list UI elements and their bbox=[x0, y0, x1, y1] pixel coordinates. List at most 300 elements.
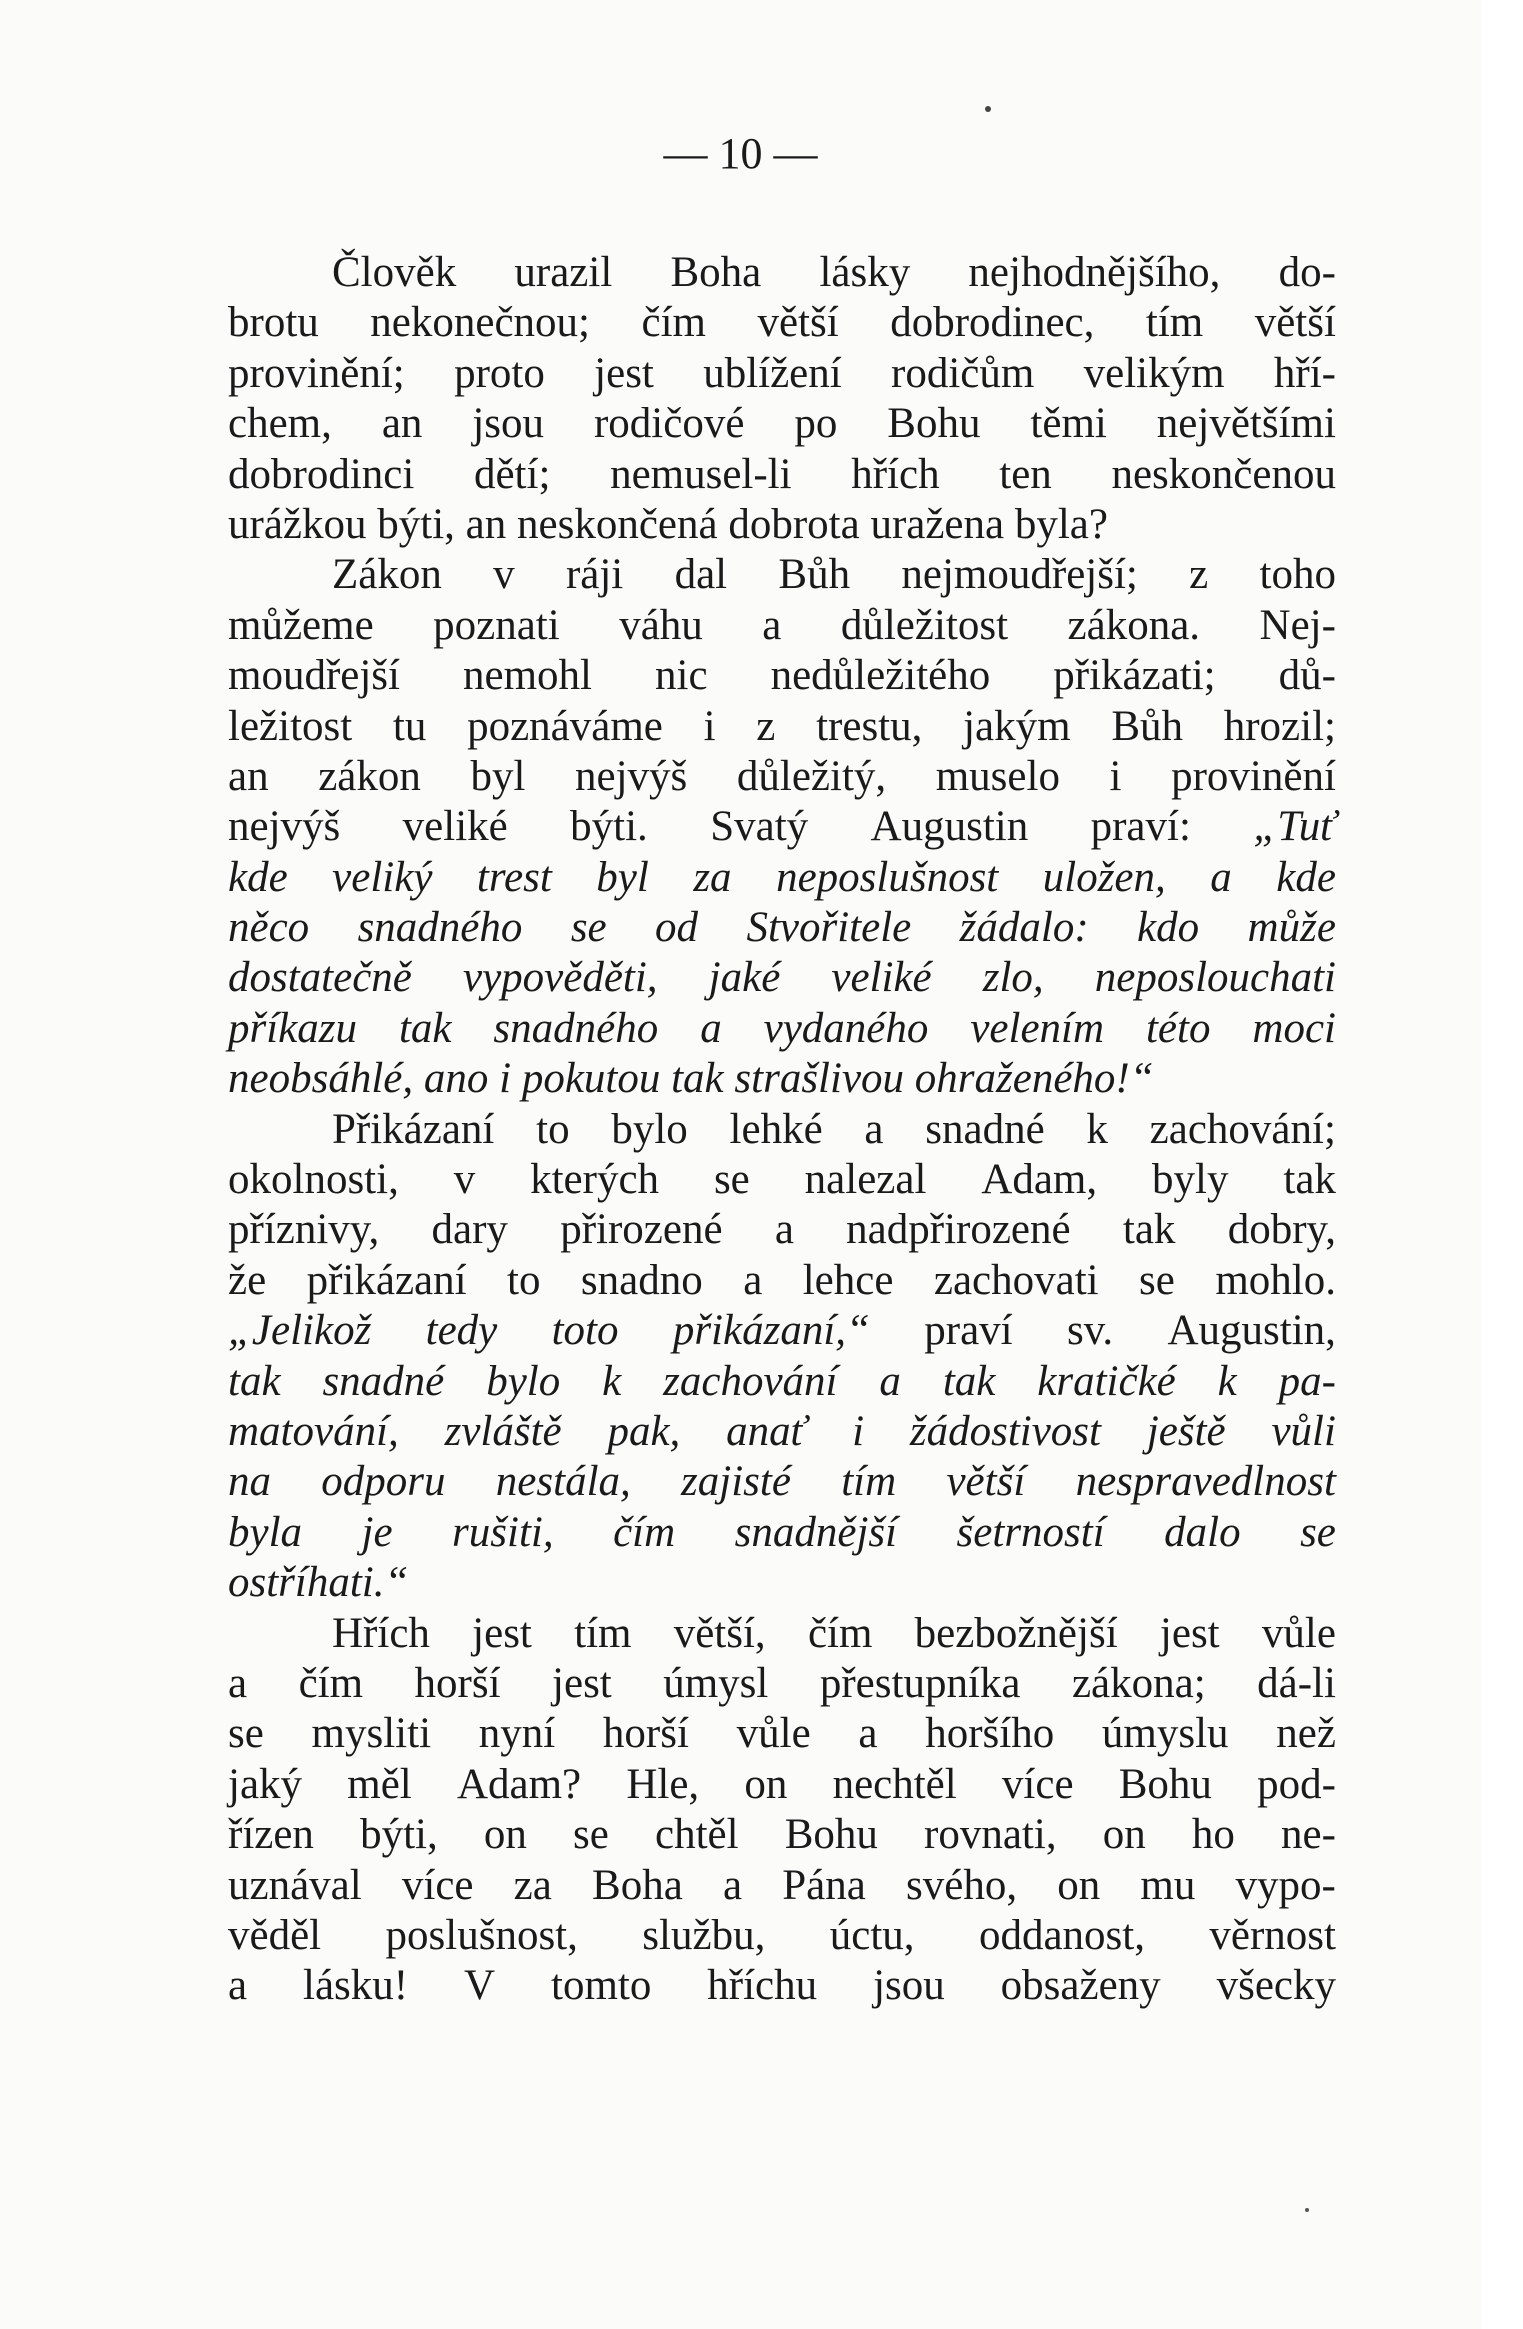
word: se bbox=[713, 1156, 750, 1204]
text-line bbox=[228, 349, 1336, 399]
word: vůle bbox=[736, 1710, 811, 1758]
word: zákona. bbox=[1067, 601, 1201, 649]
word: a bbox=[774, 1206, 794, 1254]
word: všecky bbox=[1216, 1962, 1336, 2010]
word: úctu, bbox=[829, 1911, 915, 1959]
word: ublížení bbox=[703, 349, 842, 397]
word: provinění; bbox=[228, 349, 405, 397]
word: bylo bbox=[611, 1105, 688, 1153]
word: to bbox=[507, 1256, 541, 1304]
word: nejvýš bbox=[228, 803, 341, 851]
page-number: — 10 — bbox=[663, 129, 818, 178]
word: ano bbox=[423, 1055, 500, 1103]
word: jest bbox=[552, 1659, 612, 1707]
word: nalezal bbox=[804, 1156, 927, 1204]
word: dostatečně bbox=[228, 954, 412, 1002]
word: Boha bbox=[670, 249, 762, 296]
word: urážkou bbox=[228, 500, 378, 548]
word: a bbox=[228, 1659, 248, 1707]
word: býti, bbox=[360, 1811, 438, 1859]
word: za bbox=[693, 853, 732, 901]
word: dá-li bbox=[1257, 1659, 1336, 1707]
text-line bbox=[228, 399, 1336, 449]
word: ho bbox=[1191, 1811, 1235, 1859]
word: a bbox=[879, 1357, 901, 1405]
text-line bbox=[228, 500, 1336, 550]
word: důležitost bbox=[840, 601, 1009, 649]
word: k bbox=[602, 1357, 622, 1405]
word: Hřích bbox=[332, 1609, 430, 1657]
word: nejvýš bbox=[575, 752, 688, 800]
word: rodičům bbox=[891, 349, 1035, 397]
text-line bbox=[228, 1306, 1336, 1356]
word: Stvořitele bbox=[746, 904, 912, 952]
word: větší bbox=[757, 299, 839, 347]
word: Adam, bbox=[981, 1156, 1098, 1204]
word: oddanost, bbox=[978, 1911, 1145, 1959]
word: z bbox=[1189, 551, 1209, 599]
word: proto bbox=[454, 349, 545, 397]
word: k bbox=[1217, 1357, 1237, 1405]
word: a bbox=[700, 1004, 722, 1052]
word: Přikázaní bbox=[332, 1105, 495, 1153]
text-line bbox=[228, 1558, 1336, 1608]
word: nespravedlnost bbox=[1075, 1458, 1336, 1506]
text-line bbox=[228, 1911, 1336, 1961]
text-line bbox=[228, 1054, 1336, 1104]
word: kdo bbox=[1137, 904, 1200, 952]
text-line bbox=[228, 1961, 1336, 2011]
word: i bbox=[1109, 752, 1122, 800]
word: přestupníka bbox=[819, 1659, 1021, 1707]
text-line bbox=[228, 903, 1336, 953]
word: můžeme bbox=[228, 601, 374, 649]
word: veliký bbox=[332, 853, 433, 901]
word: a bbox=[722, 1861, 743, 1909]
word: tak bbox=[1283, 1156, 1336, 1204]
word: hrozil; bbox=[1223, 702, 1336, 750]
word: něco bbox=[228, 904, 310, 952]
word: jest bbox=[1159, 1609, 1220, 1657]
word: jakým bbox=[963, 702, 1071, 750]
word: kde bbox=[228, 853, 288, 901]
word: vypověděti, bbox=[462, 954, 658, 1002]
word: Svatý bbox=[710, 803, 809, 851]
word: tím bbox=[574, 1609, 632, 1657]
word: an bbox=[228, 752, 269, 800]
word: a bbox=[228, 1962, 248, 2010]
word: svého, bbox=[906, 1861, 1018, 1909]
word: a bbox=[1210, 853, 1232, 901]
word: po bbox=[794, 400, 838, 448]
word: praví bbox=[924, 1307, 1013, 1355]
word: Boha bbox=[592, 1861, 683, 1909]
word: dobrodinec, bbox=[890, 299, 1095, 347]
word: dobrota bbox=[728, 500, 871, 548]
word: on bbox=[744, 1760, 788, 1808]
word: chem, bbox=[228, 400, 332, 448]
word: býti. bbox=[570, 803, 648, 851]
word: těmi bbox=[1030, 400, 1107, 448]
word: strašlivou bbox=[734, 1055, 915, 1103]
word: nic bbox=[655, 652, 708, 700]
word: poznáváme bbox=[467, 702, 663, 750]
word: věděl bbox=[228, 1911, 322, 1959]
word: za bbox=[513, 1861, 552, 1909]
text-line bbox=[228, 298, 1336, 348]
word: nemohl bbox=[463, 652, 592, 700]
word: ne- bbox=[1281, 1811, 1336, 1859]
word: Augustin bbox=[870, 803, 1029, 851]
word: Pána bbox=[782, 1861, 866, 1909]
word: provinění bbox=[1171, 752, 1336, 800]
word: a bbox=[864, 1105, 884, 1153]
word: váhu bbox=[619, 601, 703, 649]
word: zachování bbox=[663, 1357, 838, 1405]
word: matování, bbox=[228, 1407, 399, 1455]
word: jsou bbox=[472, 400, 545, 448]
word: Člověk bbox=[332, 249, 457, 296]
word: přikázaní bbox=[306, 1256, 467, 1304]
word: V bbox=[464, 1962, 496, 2010]
word: on bbox=[1057, 1861, 1101, 1909]
word: neposlouchati bbox=[1094, 954, 1336, 1002]
word: zákona; bbox=[1071, 1659, 1206, 1707]
word: snadné bbox=[322, 1357, 445, 1405]
word: trestu, bbox=[816, 702, 923, 750]
word: větší, bbox=[673, 1609, 766, 1657]
word: zachování; bbox=[1149, 1105, 1336, 1153]
word: žádalo: bbox=[959, 904, 1089, 952]
text-line bbox=[228, 1256, 1336, 1306]
word: této bbox=[1145, 1004, 1211, 1052]
word: nadpřirozené bbox=[846, 1206, 1071, 1254]
word: dalo bbox=[1164, 1508, 1241, 1556]
word: poslušnost, bbox=[385, 1911, 578, 1959]
word: pak, bbox=[607, 1407, 681, 1455]
word: veliké bbox=[831, 954, 932, 1002]
word: je bbox=[361, 1508, 393, 1556]
word: snadnější bbox=[734, 1508, 898, 1556]
word: „Tuť bbox=[1253, 803, 1336, 851]
word: bezbožnější bbox=[914, 1609, 1118, 1657]
text-line bbox=[228, 1155, 1336, 1205]
word: moudřejší bbox=[228, 652, 400, 700]
text-line bbox=[228, 1810, 1336, 1860]
word: lásky bbox=[819, 249, 911, 296]
word: neskončená bbox=[517, 500, 729, 548]
word: rovnati, bbox=[924, 1811, 1057, 1859]
word: snadného bbox=[357, 904, 523, 952]
word: to bbox=[536, 1105, 570, 1153]
word: vůli bbox=[1271, 1407, 1336, 1455]
word: on bbox=[483, 1811, 527, 1859]
text-line bbox=[228, 1105, 1336, 1155]
word: šetrností bbox=[956, 1508, 1105, 1556]
text-line bbox=[228, 1609, 1336, 1659]
word: uražena bbox=[870, 500, 1015, 548]
word: nestála, bbox=[495, 1458, 631, 1506]
word: nechtěl bbox=[832, 1760, 957, 1808]
word: zvláště bbox=[444, 1407, 562, 1455]
speck-mark bbox=[1305, 2208, 1309, 2212]
word: bylo bbox=[486, 1357, 561, 1405]
word: brotu bbox=[228, 299, 319, 347]
word: byl bbox=[596, 853, 649, 901]
word: poznati bbox=[433, 601, 560, 649]
text-line bbox=[228, 450, 1336, 500]
scan-margin bbox=[1481, 0, 1523, 2329]
word: tím bbox=[1145, 299, 1204, 347]
word: nekonečnou; bbox=[370, 299, 590, 347]
word: urazil bbox=[514, 249, 613, 296]
word: že bbox=[228, 1256, 267, 1304]
word: ohraženého!“ bbox=[914, 1055, 1154, 1103]
word: může bbox=[1247, 904, 1336, 952]
word: kterých bbox=[530, 1156, 660, 1204]
word: i bbox=[852, 1407, 865, 1455]
word: se bbox=[573, 1811, 609, 1859]
word: největšími bbox=[1156, 400, 1336, 448]
text-line bbox=[228, 853, 1336, 903]
word: toho bbox=[1259, 551, 1336, 599]
word: rodičové bbox=[593, 400, 745, 448]
word: jsou bbox=[873, 1962, 945, 2010]
word: nedůležitého bbox=[770, 652, 991, 700]
word: vydaného bbox=[763, 1004, 929, 1052]
word: dobry, bbox=[1227, 1206, 1336, 1254]
text-line bbox=[228, 1457, 1336, 1507]
word: přikázati; bbox=[1053, 652, 1216, 700]
text-line bbox=[228, 248, 1336, 298]
word: an bbox=[381, 400, 423, 448]
word: dů- bbox=[1278, 652, 1336, 700]
word: nejmoudřejší; bbox=[901, 551, 1138, 599]
word: odporu bbox=[321, 1458, 446, 1506]
word: větší bbox=[1254, 299, 1336, 347]
word: tak bbox=[1122, 1206, 1176, 1254]
word: více bbox=[401, 1861, 474, 1909]
word: tedy bbox=[425, 1307, 498, 1355]
word: horšího bbox=[925, 1710, 1055, 1758]
word: nyní bbox=[478, 1710, 556, 1758]
word: žádostivost bbox=[909, 1407, 1101, 1455]
word: mu bbox=[1140, 1861, 1196, 1909]
word: ležitost bbox=[228, 702, 353, 750]
word: a bbox=[762, 601, 782, 649]
word: tomto bbox=[551, 1962, 652, 2010]
word: hříchu bbox=[707, 1962, 818, 2010]
word: nemusel-li bbox=[610, 450, 792, 498]
word: horší bbox=[602, 1710, 689, 1758]
text-line bbox=[228, 1357, 1336, 1407]
word: nejhodnějšího, bbox=[968, 249, 1221, 296]
word: býti, bbox=[377, 500, 466, 548]
word: než bbox=[1276, 1710, 1336, 1758]
word: a bbox=[743, 1256, 763, 1304]
word: muselo bbox=[935, 752, 1060, 800]
word: veliké bbox=[402, 803, 508, 851]
text-line bbox=[228, 953, 1336, 1003]
word: uložen, bbox=[1042, 853, 1166, 901]
word: neobsáhlé, bbox=[228, 1055, 424, 1103]
word: od bbox=[655, 904, 699, 952]
word: neposlušnost bbox=[776, 853, 999, 901]
word: i bbox=[703, 702, 716, 750]
word: pa- bbox=[1278, 1357, 1336, 1405]
word: a bbox=[858, 1710, 878, 1758]
word: jest bbox=[472, 1609, 532, 1657]
word: úmyslu bbox=[1101, 1710, 1229, 1758]
word: Nej- bbox=[1259, 601, 1336, 649]
word: větší bbox=[946, 1458, 1026, 1506]
text-line bbox=[228, 802, 1336, 852]
word: v bbox=[453, 1156, 476, 1204]
word: rušiti, bbox=[452, 1508, 554, 1556]
word: „Jelikož bbox=[228, 1307, 372, 1355]
word: obsaženy bbox=[1000, 1962, 1161, 2010]
word: Hle, bbox=[626, 1760, 700, 1808]
text-line bbox=[228, 702, 1336, 752]
word: praví: bbox=[1090, 803, 1191, 851]
word: příznivy, bbox=[228, 1206, 380, 1254]
word: dary bbox=[431, 1206, 508, 1254]
text-line bbox=[228, 1205, 1336, 1255]
word: byly bbox=[1152, 1156, 1229, 1204]
word: moci bbox=[1252, 1004, 1336, 1052]
word: měl bbox=[347, 1760, 412, 1808]
word: ráji bbox=[565, 551, 624, 599]
word: Bůh bbox=[778, 551, 851, 599]
word: tu bbox=[392, 702, 427, 750]
word: mohlo. bbox=[1215, 1256, 1336, 1304]
word: dal bbox=[674, 551, 728, 599]
word: věrnost bbox=[1209, 1911, 1336, 1959]
word: Augustin, bbox=[1167, 1307, 1336, 1355]
word: v bbox=[493, 551, 515, 599]
word: chtěl bbox=[654, 1811, 739, 1859]
word: kratičké bbox=[1037, 1357, 1176, 1405]
text-line bbox=[228, 1407, 1336, 1457]
text-line bbox=[228, 1004, 1336, 1054]
word: on bbox=[1102, 1811, 1146, 1859]
word: byla? bbox=[1014, 500, 1108, 548]
word: vypo- bbox=[1235, 1861, 1336, 1909]
word: z bbox=[756, 702, 776, 750]
word: trest bbox=[476, 853, 552, 901]
word: hřích bbox=[851, 450, 940, 498]
word: na bbox=[228, 1458, 271, 1506]
word: velením bbox=[970, 1004, 1105, 1052]
word: se bbox=[1300, 1508, 1336, 1556]
text-line bbox=[228, 1861, 1336, 1911]
word: i bbox=[499, 1055, 522, 1103]
word: tak bbox=[398, 1004, 452, 1052]
text-line bbox=[228, 1709, 1336, 1759]
word: snadno bbox=[580, 1256, 703, 1304]
word: do- bbox=[1278, 249, 1336, 296]
word: příkazu bbox=[228, 1004, 357, 1052]
word: čím bbox=[641, 299, 706, 347]
word: čím bbox=[613, 1508, 676, 1556]
word: an bbox=[465, 500, 517, 548]
word: horší bbox=[414, 1659, 501, 1707]
word: Bůh bbox=[1111, 702, 1183, 750]
word: důležitý, bbox=[736, 752, 887, 800]
word: snadné bbox=[925, 1105, 1045, 1153]
word: pokutou bbox=[521, 1055, 672, 1103]
word: Bohu bbox=[784, 1811, 878, 1859]
word: anať bbox=[726, 1407, 807, 1455]
word: neskončenou bbox=[1111, 450, 1336, 498]
word: zákon bbox=[318, 752, 421, 800]
word: se bbox=[228, 1710, 264, 1758]
word: ostříhati.“ bbox=[228, 1559, 409, 1607]
word: čím bbox=[807, 1609, 873, 1657]
word: úmysl bbox=[663, 1659, 769, 1707]
body-text bbox=[228, 248, 1336, 2012]
word: se bbox=[1139, 1256, 1175, 1304]
word: Bohu bbox=[1118, 1760, 1212, 1808]
word: Bohu bbox=[887, 400, 981, 448]
word: Adam? bbox=[456, 1760, 582, 1808]
word: tak bbox=[942, 1357, 996, 1405]
text-line bbox=[228, 1508, 1336, 1558]
word: tím bbox=[841, 1458, 897, 1506]
word: jest bbox=[594, 349, 654, 397]
text-line bbox=[228, 1659, 1336, 1709]
word: okolnosti, bbox=[228, 1156, 399, 1204]
word: sv. bbox=[1066, 1307, 1114, 1355]
word: toto bbox=[551, 1307, 619, 1355]
word: ten bbox=[999, 450, 1052, 498]
word: lehce bbox=[802, 1256, 894, 1304]
word: se bbox=[570, 904, 607, 952]
text-line bbox=[228, 651, 1336, 701]
word: vůle bbox=[1261, 1609, 1336, 1657]
word: byla bbox=[228, 1508, 303, 1556]
word: lásku! bbox=[303, 1962, 409, 2010]
word: kde bbox=[1276, 853, 1336, 901]
word: lehké bbox=[729, 1105, 823, 1153]
word: k bbox=[1086, 1105, 1108, 1153]
word: hří- bbox=[1273, 349, 1336, 397]
word: tak bbox=[671, 1055, 735, 1103]
word: pod- bbox=[1257, 1760, 1336, 1808]
word: ještě bbox=[1146, 1407, 1226, 1455]
word: snadného bbox=[493, 1004, 659, 1052]
word: dobrodinci bbox=[228, 450, 415, 498]
word: přikázaní,“ bbox=[672, 1307, 870, 1355]
word: službu, bbox=[642, 1911, 766, 1959]
text-line bbox=[228, 601, 1336, 651]
word: zachovati bbox=[933, 1256, 1099, 1304]
word: více bbox=[1001, 1760, 1074, 1808]
speck-mark bbox=[985, 106, 991, 112]
text-line bbox=[228, 1760, 1336, 1810]
word: zajisté bbox=[681, 1458, 791, 1506]
word: mysliti bbox=[311, 1710, 432, 1758]
word: dětí; bbox=[473, 450, 551, 498]
text-line bbox=[228, 550, 1336, 600]
word: Zákon bbox=[332, 551, 442, 599]
word: jaké bbox=[708, 954, 781, 1002]
word: jaký bbox=[228, 1760, 303, 1808]
text-line bbox=[228, 752, 1336, 802]
word: velikým bbox=[1083, 349, 1225, 397]
word: byl bbox=[470, 752, 526, 800]
word: zlo, bbox=[982, 954, 1044, 1002]
